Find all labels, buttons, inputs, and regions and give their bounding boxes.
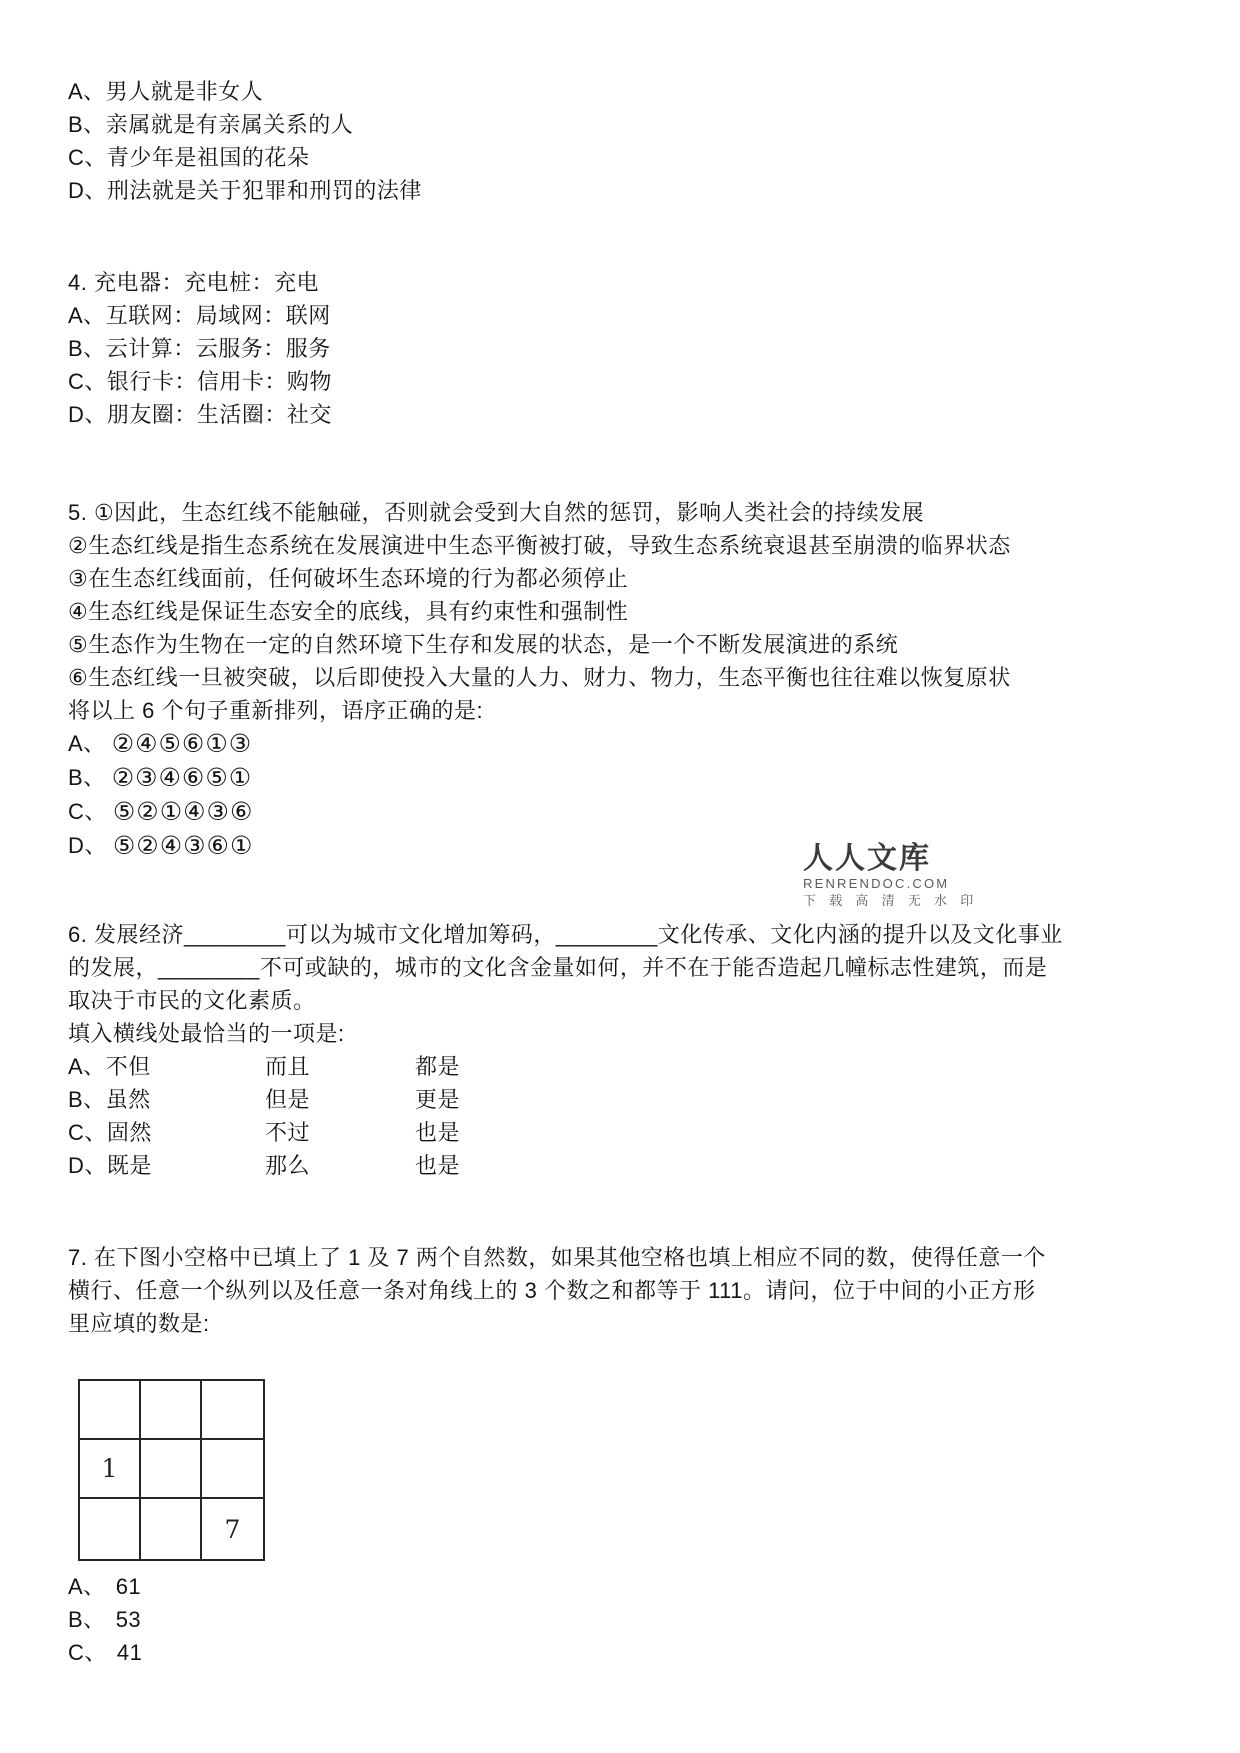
option-letter: C、 [68, 145, 107, 170]
option-letter: D、 [68, 833, 107, 858]
option-letter: A、 [68, 79, 106, 104]
option-letter: C、 [68, 1120, 107, 1145]
question-stem-line: ④生态红线是保证生态安全的底线，具有约束性和强制性 [68, 599, 629, 624]
option-row [68, 1116, 1063, 1149]
option-text: 互联网：局域网：联网 [105, 303, 331, 328]
question-stem: 4. 充电器：充电桩：充电 [68, 270, 319, 295]
question-stem-line: 取决于市民的文化素质。 [68, 988, 316, 1013]
grid-cell [141, 1440, 202, 1499]
circled-sequence: ⑤②④③⑥① [112, 832, 254, 860]
option-letter: D、 [68, 402, 107, 427]
question-stem-line: 6. 发展经济________可以为城市文化增加筹码，________文化传承、文化内涵的提升以及文化事业 [68, 922, 1063, 947]
option-text: 53 [115, 1607, 142, 1632]
option-text: 男人就是非女人 [105, 79, 264, 104]
question-stem-line: ⑤生态作为生物在一定的自然环境下生存和发展的状态，是一个不断发展演进的系统 [68, 632, 899, 657]
option-row [68, 332, 332, 365]
question-6 [68, 918, 1063, 1182]
option-text: 61 [115, 1574, 142, 1599]
option-text: 既是 [106, 1153, 152, 1178]
question-stem-line: 7. 在下图小空格中已填上了 1 及 7 两个自然数，如果其他空格也填上相应不同的数，使得任意一个 [68, 1245, 1046, 1270]
option-text: 亲属就是有亲属关系的人 [105, 112, 354, 137]
option-letter: A、 [68, 1574, 106, 1599]
circled-sequence: ②③④⑥⑤① [111, 764, 253, 792]
option-row [68, 1149, 1063, 1182]
question-stem-line: 横行、任意一个纵列以及任意一条对角线上的 3 个数之和都等于 111。请问，位于中间的小正方形 [68, 1278, 1036, 1303]
option-row [68, 1636, 142, 1669]
option-row [68, 1050, 1063, 1083]
question-instruction: 将以上 6 个句子重新排列，语序正确的是: [68, 698, 484, 723]
option-word-1 [68, 1116, 265, 1149]
question-stem-line: ②生态红线是指生态系统在发展演进中生态平衡被打破，导致生态系统衰退甚至崩溃的临界状态 [68, 533, 1011, 558]
grid-cell [141, 1499, 202, 1559]
question-stem-line: 5. ①因此，生态红线不能触碰，否则就会受到大自然的惩罚，影响人类社会的持续发展 [68, 500, 925, 525]
option-row [68, 761, 1011, 795]
option-letter: B、 [68, 336, 106, 361]
option-row [68, 1603, 142, 1636]
question-5 [68, 496, 1011, 863]
option-letter: C、 [68, 369, 107, 394]
option-letter: B、 [68, 112, 106, 137]
option-row [68, 1083, 1063, 1116]
option-text: 固然 [106, 1120, 152, 1145]
option-letter: A、 [68, 303, 106, 328]
option-text: 朋友圈：生活圈：社交 [106, 402, 332, 427]
option-word-3: 更是 [415, 1087, 461, 1112]
option-letter: C、 [68, 799, 107, 824]
question-stem-line: ③在生态红线面前，任何破坏生态环境的行为都必须停止 [68, 566, 629, 591]
question-7-options [68, 1570, 142, 1669]
grid-cell [202, 1440, 263, 1499]
option-text: 虽然 [105, 1087, 151, 1112]
grid-cell: 7 [224, 1514, 241, 1544]
option-letter: A、 [68, 731, 106, 756]
option-row [68, 299, 332, 332]
question-stem-line: 的发展，________不可或缺的，城市的文化含金量如何，并不在于能否造起几幢标志性建筑，而是 [68, 955, 1048, 980]
option-row [68, 398, 332, 431]
option-letter: B、 [68, 765, 106, 790]
option-letter: A、 [68, 1054, 106, 1079]
option-text: 不但 [105, 1054, 151, 1079]
grid-cell: 1 [80, 1440, 141, 1499]
option-word-2: 那么 [265, 1153, 311, 1178]
option-word-3: 都是 [415, 1054, 461, 1079]
option-text: 41 [116, 1640, 143, 1665]
option-word-1 [68, 1149, 265, 1182]
circled-sequence: ②④⑤⑥①③ [111, 730, 253, 758]
option-text: 银行卡：信用卡：购物 [106, 369, 332, 394]
grid-cell [202, 1381, 263, 1440]
grid-cell [141, 1381, 202, 1440]
option-word-3: 也是 [415, 1153, 461, 1178]
watermark-domain: RENRENDOC.COM [803, 876, 950, 891]
question-instruction: 填入横线处最恰当的一项是: [68, 1021, 345, 1046]
question-4 [68, 266, 332, 431]
option-word-3: 也是 [415, 1120, 461, 1145]
option-row [68, 108, 422, 141]
question-stem-line: 里应填的数是: [68, 1311, 210, 1336]
option-row [68, 365, 332, 398]
option-row [68, 795, 1011, 829]
option-text: 刑法就是关于犯罪和刑罚的法律 [106, 178, 422, 203]
option-letter: B、 [68, 1087, 106, 1112]
option-word-2: 而且 [265, 1054, 311, 1079]
grid-cell [80, 1381, 141, 1440]
circled-sequence: ⑤②①④③⑥ [112, 798, 254, 826]
magic-square-grid [78, 1379, 265, 1561]
grid-cell [80, 1499, 141, 1559]
question-stem-line: ⑥生态红线一旦被突破，以后即使投入大量的人力、财力、物力，生态平衡也往往难以恢复原状 [68, 665, 1011, 690]
watermark-logo-text: 人人文库 [803, 842, 931, 875]
option-letter: D、 [68, 1153, 107, 1178]
question-7 [68, 1241, 1046, 1340]
option-row [68, 141, 422, 174]
option-text: 云计算：云服务：服务 [105, 336, 331, 361]
option-row [68, 174, 422, 207]
option-letter: D、 [68, 178, 107, 203]
option-word-2: 但是 [265, 1087, 311, 1112]
option-letter: B、 [68, 1607, 106, 1632]
question-3-options [68, 75, 422, 207]
watermark [803, 843, 978, 908]
watermark-tagline: 下 载 高 清 无 水 印 [803, 893, 979, 908]
option-word-1 [68, 1050, 265, 1083]
option-row [68, 1570, 142, 1603]
option-row [68, 727, 1011, 761]
option-text: 青少年是祖国的花朵 [106, 145, 310, 170]
option-row [68, 75, 422, 108]
option-word-1 [68, 1083, 265, 1116]
option-letter: C、 [68, 1640, 107, 1665]
option-word-2: 不过 [265, 1120, 311, 1145]
